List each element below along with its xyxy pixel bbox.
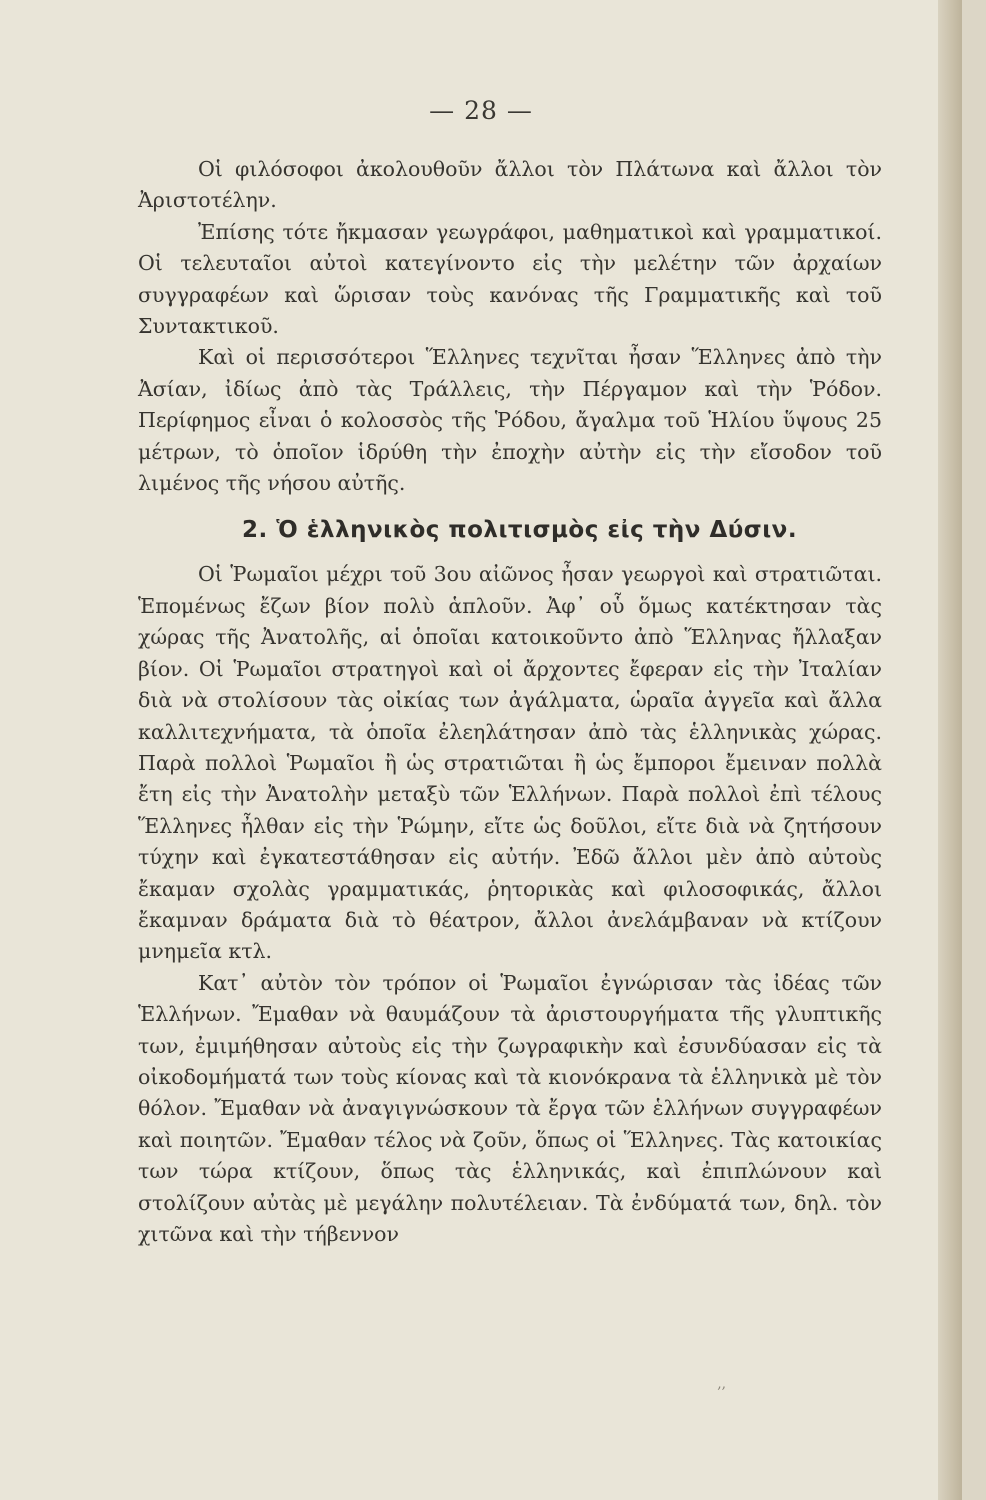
section-heading: 2. Ὁ ἑλληνικὸς πολιτισμὸς εἰς τὴν Δύσιν. — [242, 517, 798, 544]
paragraph-artists: Καὶ οἱ περισσότεροι Ἕλληνες τεχνῖται ἦσαν Ἕλληνες ἀπὸ τὴν Ἀσίαν, ἰδίως ἀπὸ τὰς Τράλλεις, τὴν Πέργαμον καὶ τὴν Ῥόδον. Περίφημος εἶναι ὁ κολοσσὸς τῆς Ῥόδου, ἄγαλμα τοῦ Ἡλίου ὕψους 25 μέτρων, τὸ ὁποῖον ἱδρύθη τὴν ἐποχὴν αὐτὴν εἰς τὴν εἴσοδον τοῦ λιμένος τῆς νήσου αὐτῆς. — [138, 345, 882, 496]
page-edge — [938, 0, 962, 1500]
paragraph-grammarians: Ἐπίσης τότε ἤκμασαν γεωγράφοι, μαθηματικοὶ καὶ γραμματικοί. Οἱ τελευταῖοι αὐτοὶ κατεγίνοντο εἰς τὴν μελέτην τῶν ἀρχαίων συγγραφέων καὶ ὥρισαν τοὺς κανόνας τῆς Γραμματικῆς καὶ τοῦ Συντακτικοῦ. — [138, 219, 882, 339]
paragraph-philosophers: Οἱ φιλόσοφοι ἀκολουθοῦν ἄλλοι τὸν Πλάτωνα καὶ ἄλλοι τὸν Ἀριστοτέλην. — [138, 157, 882, 213]
page-number: — 28 — — [429, 96, 533, 125]
paragraph-romans: Οἱ Ῥωμαῖοι μέχρι τοῦ 3ου αἰῶνος ἦσαν γεωργοὶ καὶ στρατιῶται. Ἑπομένως ἔζων βίον πολὺ ἁπλοῦν. Ἀφ᾽ οὗ ὅμως κατέκτησαν τὰς χώρας τῆς Ἀνατολῆς, αἱ ὁποῖαι κατοικοῦντο ἀπὸ Ἕλληνας ἤλλαξαν βίον. Οἱ Ῥωμαῖοι στρατηγοὶ καὶ οἱ ἄρχοντες ἔφεραν εἰς τὴν Ἰταλίαν διὰ νὰ στολίσουν τὰς οἰκίας των ἀγάλματα, ὡραῖα ἀγγεῖα καὶ ἄλλα καλλιτεχνήματα, τὰ ὁποῖα ἐλεηλάτησαν ἀπὸ τὰς ἑλληνικὰς χώρας. Παρὰ πολλοὶ Ῥωμαῖοι ἢ ὡς στρατιῶται ἢ ὡς ἔμποροι ἔμειναν πολλὰ ἔτη εἰς τὴν Ἀνατολὴν μεταξὺ τῶν Ἑλλήνων. Παρὰ πολλοὶ ἐπὶ τέλους Ἕλληνες ἦλθαν εἰς τὴν Ῥώμην, εἴτε ὡς δοῦλοι, εἴτε διὰ νὰ ζητήσουν τύχην καὶ ἐγκατεστάθησαν εἰς αὐτήν. Ἐδῶ ἄλλοι μὲν ἀπὸ αὐτοὺς ἔκαμαν σχολὰς γραμματικάς, ῥητορικὰς καὶ φιλοσοφικάς, ἄλλοι ἔκαμναν δράματα διὰ τὸ θέατρον, ἄλλοι ἀνελάμβαναν νὰ κτίζουν μνημεῖα κτλ. — [138, 562, 882, 964]
stray-mark: ‚‚ — [717, 1376, 726, 1392]
paragraph-greek-ideas: Κατ᾽ αὐτὸν τὸν τρόπον οἱ Ῥωμαῖοι ἐγνώρισαν τὰς ἰδέας τῶν Ἑλλήνων. Ἔμαθαν νὰ θαυμάζουν τὰ ἀριστουργήματα τῆς γλυπτικῆς των, ἐμιμήθησαν αὐτοὺς εἰς τὴν ζωγραφικὴν καὶ ἐσυνδύασαν εἰς τὰ οἰκοδομήματά των τοὺς κίονας καὶ τὰ κιονόκρανα τὰ ἑλληνικὰ μὲ τὸν θόλον. Ἔμαθαν νὰ ἀναγιγνώσκουν τὰ ἔργα τῶν ἑλλήνων συγγραφέων καὶ ποιητῶν. Ἔμαθαν τέλος νὰ ζοῦν, ὅπως οἱ Ἕλληνες. Τὰς κατοικίας των τώρα κτίζουν, ὅπως τὰς ἑλληνικάς, καὶ ἐπιπλώνουν καὶ στολίζουν αὐτὰς μὲ μεγάλην πολυτέλειαν. Τὰ ἐνδύματά των, δηλ. τὸν χιτῶνα καὶ τὴν τήβεννον — [138, 970, 882, 1246]
body-text — [138, 154, 882, 1250]
